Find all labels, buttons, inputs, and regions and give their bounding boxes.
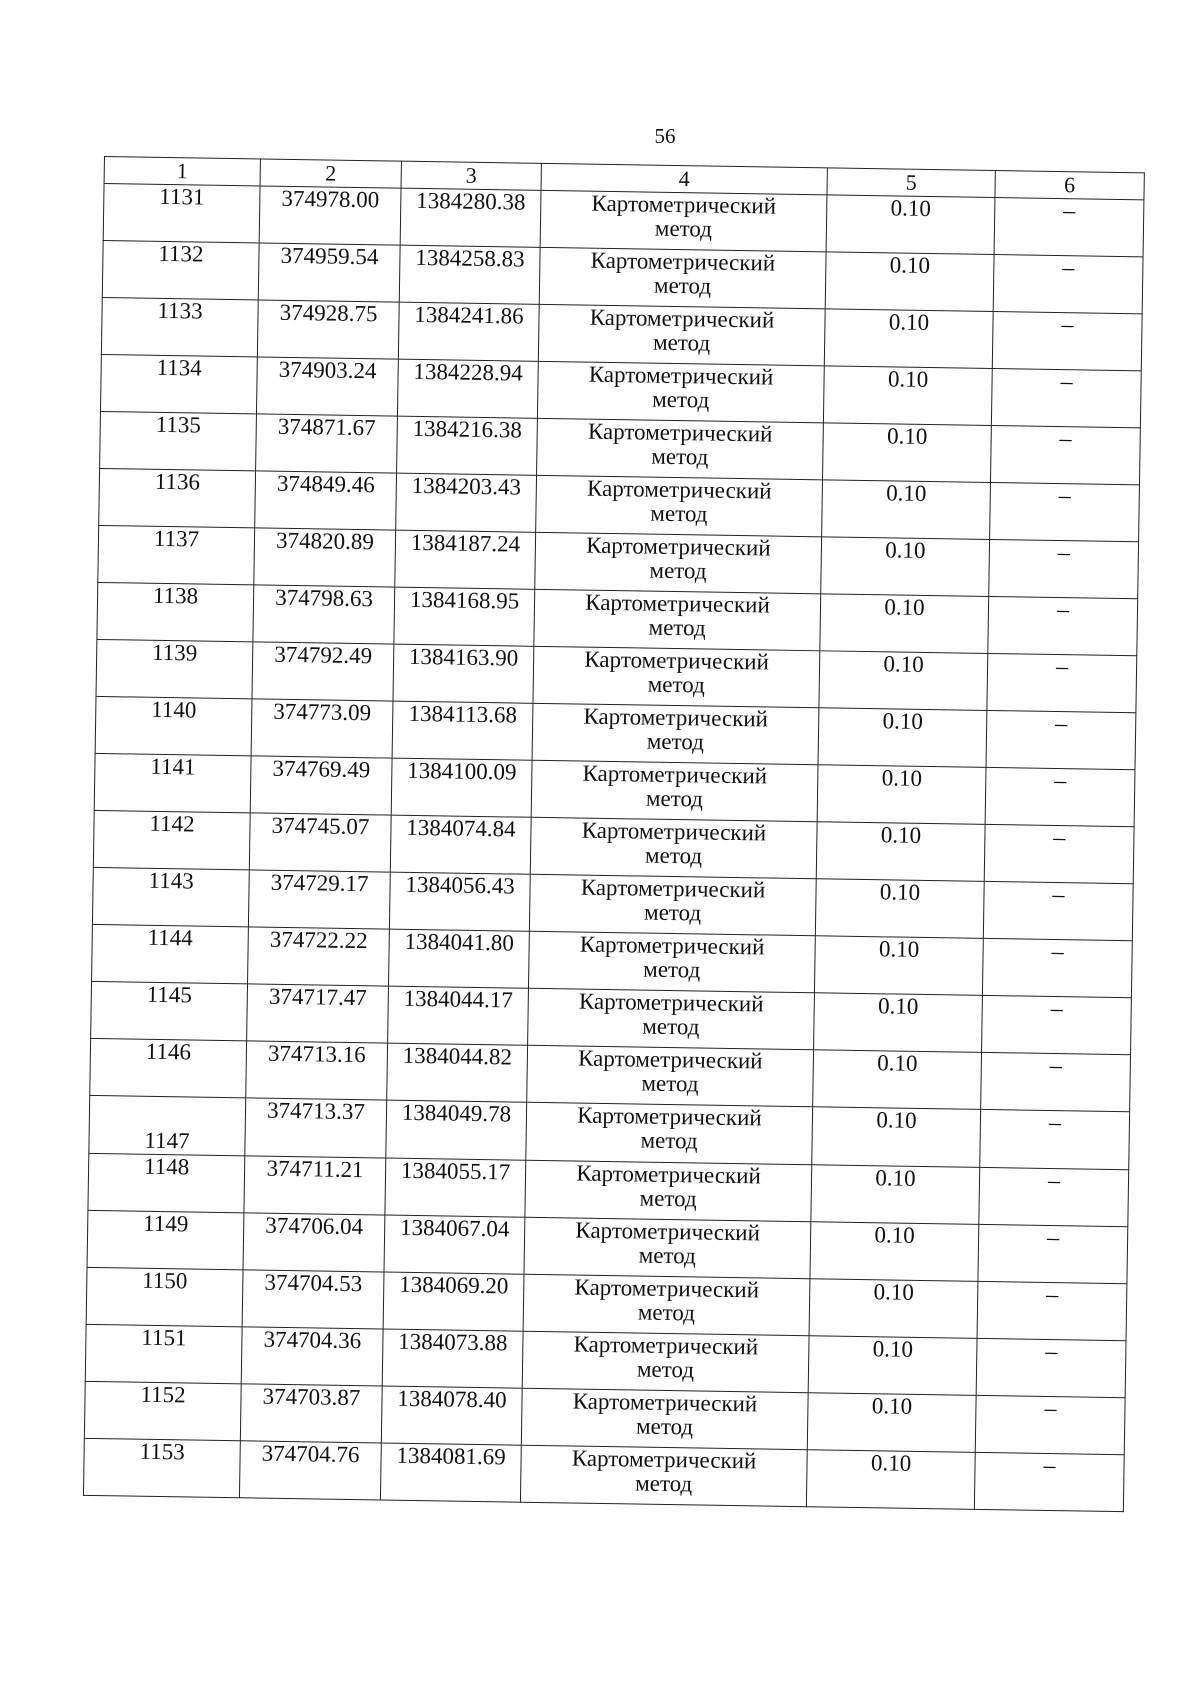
accuracy-cell: 0.10 (811, 1165, 980, 1225)
method-line-2: метод (652, 329, 711, 356)
x-coordinate-cell: 374729.17 (248, 870, 390, 929)
method-line-2: метод (640, 1127, 698, 1154)
point-number-cell: 1144 (92, 924, 249, 983)
accuracy-cell: 0.10 (815, 879, 984, 939)
accuracy-cell: 0.10 (825, 252, 994, 312)
accuracy-cell: 0.10 (812, 1107, 981, 1168)
y-coordinate-cell: 1384056.43 (389, 872, 530, 931)
y-coordinate-cell: 1384187.24 (395, 530, 536, 589)
point-number-cell: 1148 (88, 1153, 245, 1212)
accuracy-cell: 0.10 (806, 1450, 975, 1510)
point-number-cell: 1133 (101, 297, 258, 356)
x-coordinate-cell: 374704.36 (241, 1327, 383, 1386)
method-cell (522, 1331, 809, 1392)
accuracy-cell: 0.10 (814, 936, 983, 996)
y-coordinate-cell: 1384163.90 (393, 644, 534, 703)
method-line-2: метод (644, 842, 703, 869)
method-line-1: Картометрический (586, 475, 772, 504)
table-body (83, 184, 1143, 1512)
accuracy-cell: 0.10 (814, 993, 983, 1053)
accuracy-cell: 0.10 (817, 765, 986, 825)
method-cell (536, 475, 823, 536)
point-number-cell: 1150 (86, 1267, 243, 1326)
y-coordinate-cell: 1384228.94 (397, 359, 538, 418)
point-number-cell: 1139 (96, 639, 253, 698)
point-number-cell: 1141 (94, 753, 251, 812)
method-line-1: Картометрический (580, 874, 766, 903)
note-cell: – (990, 482, 1140, 541)
method-cell (538, 304, 825, 365)
y-coordinate-cell: 1384168.95 (394, 587, 535, 646)
coordinates-table (83, 156, 1145, 1512)
method-line-1: Картометрический (577, 1102, 762, 1131)
header-col-5: 5 (827, 168, 995, 198)
note-cell: – (987, 653, 1137, 712)
accuracy-cell: 0.10 (816, 822, 985, 882)
y-coordinate-cell: 1384074.84 (390, 815, 531, 874)
method-line-1: Картометрический (585, 589, 770, 618)
method-cell (530, 817, 817, 878)
method-cell (533, 646, 820, 707)
method-line-2: метод (634, 1470, 693, 1497)
x-coordinate-cell: 374959.54 (258, 243, 400, 302)
method-line-2: метод (643, 956, 701, 983)
x-coordinate-cell: 374792.49 (252, 642, 394, 701)
method-line-1: Картометрический (576, 1160, 762, 1189)
note-cell: – (976, 1338, 1126, 1397)
method-line-1: Картометрический (582, 760, 768, 789)
point-number-cell: 1134 (100, 354, 257, 413)
method-line-2: метод (651, 443, 709, 470)
accuracy-cell: 0.10 (826, 195, 995, 255)
method-cell (521, 1388, 808, 1449)
method-line-2: метод (648, 614, 706, 641)
x-coordinate-cell: 374928.75 (257, 300, 399, 359)
x-coordinate-cell: 374903.24 (256, 357, 398, 416)
note-cell: – (974, 1452, 1124, 1511)
method-line-2: метод (636, 1356, 695, 1383)
method-line-1: Картометрический (577, 1045, 763, 1074)
note-cell: – (982, 995, 1132, 1054)
point-number-cell: 1147 (89, 1095, 246, 1155)
method-line-2: метод (650, 500, 708, 527)
method-cell (523, 1274, 810, 1335)
method-line-1: Картометрический (587, 418, 773, 447)
y-coordinate-cell: 1384203.43 (396, 473, 537, 532)
point-number-cell: 1151 (85, 1324, 242, 1383)
method-line-2: метод (641, 1070, 699, 1097)
method-line-1: Картометрический (574, 1274, 760, 1303)
method-line-1: Картометрический (581, 817, 767, 846)
method-line-1: Картометрический (583, 703, 769, 732)
point-number-cell: 1138 (97, 582, 254, 641)
note-cell: – (981, 1052, 1131, 1111)
method-cell (528, 988, 815, 1049)
header-col-2: 2 (260, 159, 401, 188)
point-number-cell: 1152 (84, 1381, 241, 1440)
note-cell: – (977, 1281, 1127, 1340)
accuracy-cell: 0.10 (808, 1336, 977, 1396)
y-coordinate-cell: 1384100.09 (391, 758, 532, 817)
x-coordinate-cell: 374978.00 (259, 186, 401, 245)
note-cell: – (984, 824, 1134, 883)
method-line-1: Картометрический (589, 304, 775, 333)
method-cell (537, 361, 824, 422)
y-coordinate-cell: 1384067.04 (384, 1215, 525, 1274)
accuracy-cell: 0.10 (824, 309, 993, 369)
note-cell: – (979, 1167, 1129, 1226)
x-coordinate-cell: 374706.04 (243, 1213, 385, 1272)
method-cell (531, 760, 818, 821)
method-line-1: Картометрический (575, 1217, 761, 1246)
note-cell: – (993, 254, 1143, 313)
note-cell: – (980, 1109, 1130, 1169)
x-coordinate-cell: 374704.76 (239, 1441, 381, 1500)
y-coordinate-cell: 1384044.82 (387, 1043, 528, 1102)
method-cell (528, 931, 815, 992)
accuracy-cell: 0.10 (819, 651, 988, 711)
method-line-2: метод (637, 1299, 696, 1326)
note-cell: – (986, 710, 1136, 769)
point-number-cell: 1149 (87, 1210, 244, 1269)
accuracy-cell: 0.10 (813, 1050, 982, 1110)
point-number-cell: 1145 (91, 981, 248, 1040)
y-coordinate-cell: 1384069.20 (383, 1272, 524, 1331)
method-line-2: метод (638, 1242, 697, 1269)
page-number: 56 (654, 124, 676, 148)
method-line-2: метод (652, 386, 710, 413)
y-coordinate-cell: 1384216.38 (397, 416, 538, 475)
y-coordinate-cell: 1384081.69 (380, 1443, 521, 1502)
method-line-1: Картометрический (584, 646, 770, 675)
note-cell: – (983, 881, 1133, 940)
y-coordinate-cell: 1384041.80 (388, 929, 529, 988)
accuracy-cell: 0.10 (823, 423, 992, 483)
point-number-cell: 1153 (83, 1438, 240, 1497)
method-line-1: Картометрический (573, 1331, 759, 1360)
accuracy-cell: 0.10 (809, 1279, 978, 1339)
method-line-2: метод (647, 671, 705, 698)
x-coordinate-cell: 374713.37 (245, 1098, 387, 1158)
note-cell: – (994, 197, 1144, 256)
header-col-4: 4 (541, 163, 827, 194)
x-coordinate-cell: 374849.46 (255, 471, 397, 530)
point-number-cell: 1143 (92, 867, 249, 926)
method-line-1: Картометрический (571, 1445, 757, 1474)
x-coordinate-cell: 374745.07 (249, 813, 391, 872)
method-line-2: метод (635, 1413, 694, 1440)
method-cell (539, 247, 826, 308)
point-number-cell: 1146 (90, 1038, 247, 1097)
note-cell: – (978, 1224, 1128, 1283)
method-cell (524, 1217, 811, 1278)
x-coordinate-cell: 374820.89 (254, 528, 396, 587)
method-cell (532, 703, 819, 764)
method-cell (537, 418, 824, 479)
method-cell (520, 1445, 807, 1506)
x-coordinate-cell: 374704.53 (242, 1270, 384, 1329)
method-line-2: метод (649, 557, 707, 584)
header-col-3: 3 (401, 161, 541, 190)
x-coordinate-cell: 374798.63 (253, 585, 395, 644)
method-line-2: метод (653, 272, 712, 299)
method-cell (540, 190, 827, 251)
note-cell: – (992, 311, 1142, 370)
x-coordinate-cell: 374722.22 (248, 927, 390, 986)
accuracy-cell: 0.10 (820, 594, 989, 654)
y-coordinate-cell: 1384258.83 (399, 245, 540, 304)
method-line-2: метод (645, 785, 704, 812)
method-cell (525, 1160, 812, 1221)
accuracy-cell: 0.10 (821, 537, 990, 597)
point-number-cell: 1135 (100, 411, 257, 470)
accuracy-cell: 0.10 (810, 1222, 979, 1282)
method-line-2: метод (639, 1185, 697, 1212)
header-col-1: 1 (104, 157, 260, 186)
y-coordinate-cell: 1384078.40 (381, 1386, 522, 1445)
accuracy-cell: 0.10 (807, 1393, 976, 1453)
x-coordinate-cell: 374703.87 (240, 1384, 382, 1443)
point-number-cell: 1137 (98, 525, 255, 584)
method-line-1: Картометрический (578, 988, 764, 1017)
note-cell: – (985, 767, 1135, 826)
y-coordinate-cell: 1384241.86 (398, 302, 539, 361)
x-coordinate-cell: 374773.09 (251, 699, 393, 758)
x-coordinate-cell: 374713.16 (246, 1041, 388, 1100)
method-cell (529, 874, 816, 935)
point-number-cell: 1136 (99, 468, 256, 527)
y-coordinate-cell: 1384049.78 (386, 1100, 527, 1160)
table-container (83, 156, 1149, 1512)
note-cell: – (982, 938, 1132, 997)
y-coordinate-cell: 1384073.88 (382, 1329, 523, 1388)
method-cell (535, 532, 822, 593)
note-cell: – (991, 368, 1141, 427)
point-number-cell: 1131 (103, 184, 260, 243)
method-cell (527, 1045, 814, 1106)
method-line-2: метод (642, 1013, 700, 1040)
method-cell (534, 589, 821, 650)
note-cell: – (988, 596, 1138, 655)
method-line-2: метод (654, 215, 713, 242)
accuracy-cell: 0.10 (823, 366, 992, 426)
x-coordinate-cell: 374871.67 (256, 414, 398, 473)
point-number-cell: 1142 (93, 810, 250, 869)
x-coordinate-cell: 374711.21 (244, 1156, 386, 1215)
method-line-1: Картометрический (585, 532, 771, 561)
note-cell: – (990, 425, 1140, 484)
method-line-1: Картометрический (572, 1388, 758, 1417)
method-line-1: Картометрический (591, 190, 777, 219)
y-coordinate-cell: 1384280.38 (400, 188, 541, 247)
method-line-2: метод (646, 728, 705, 755)
header-col-6: 6 (995, 171, 1144, 200)
method-line-1: Картометрический (590, 247, 776, 276)
note-cell: – (989, 539, 1139, 598)
note-cell: – (975, 1395, 1125, 1454)
accuracy-cell: 0.10 (822, 480, 991, 540)
point-number-cell: 1140 (95, 696, 252, 755)
y-coordinate-cell: 1384044.17 (388, 986, 529, 1045)
x-coordinate-cell: 374769.49 (250, 756, 392, 815)
point-number-cell: 1132 (102, 240, 259, 299)
method-cell (526, 1102, 813, 1164)
y-coordinate-cell: 1384113.68 (392, 701, 533, 760)
accuracy-cell: 0.10 (818, 708, 987, 768)
method-line-1: Картометрический (588, 361, 774, 390)
method-line-2: метод (643, 899, 702, 926)
method-line-1: Картометрический (579, 931, 765, 960)
x-coordinate-cell: 374717.47 (247, 984, 389, 1043)
y-coordinate-cell: 1384055.17 (385, 1158, 526, 1217)
